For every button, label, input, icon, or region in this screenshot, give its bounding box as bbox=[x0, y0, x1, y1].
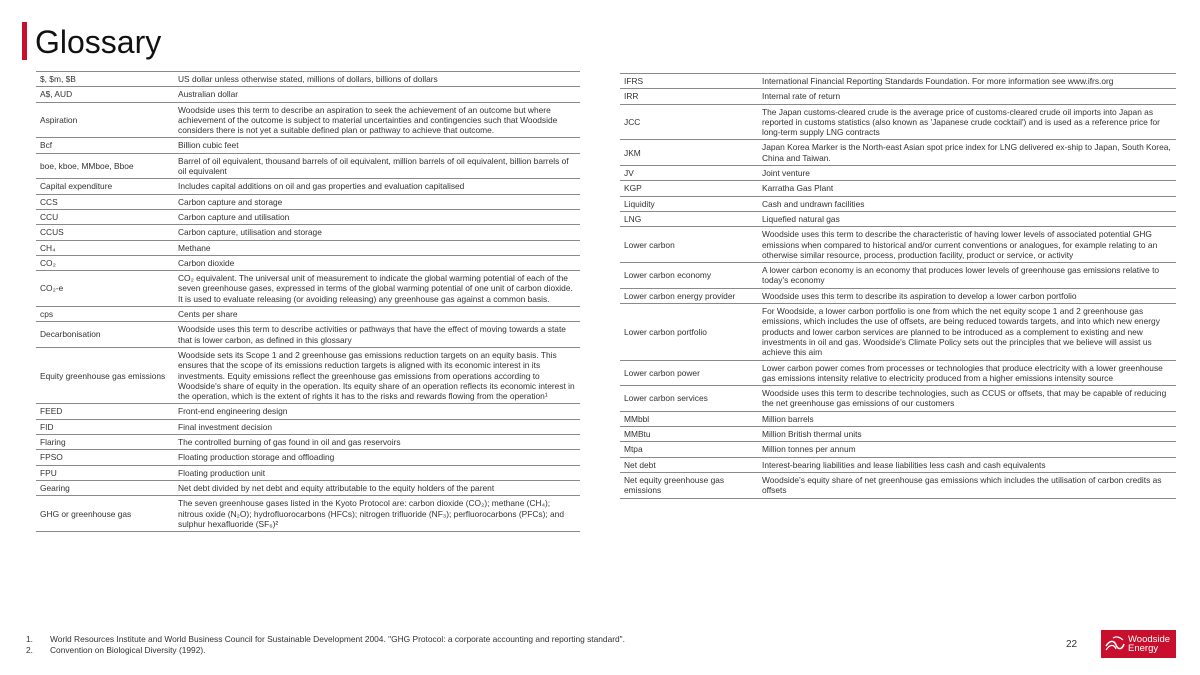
glossary-row bbox=[620, 89, 1176, 104]
glossary-row bbox=[36, 307, 580, 322]
glossary-row bbox=[620, 442, 1176, 457]
glossary-term: Lower carbon energy provider bbox=[620, 288, 758, 303]
glossary-term: Equity greenhouse gas emissions bbox=[36, 347, 174, 403]
glossary-row bbox=[620, 360, 1176, 386]
glossary-definition: Net debt divided by net debt and equity attributable to the equity holders of the parent bbox=[174, 480, 580, 495]
glossary-term: CCUS bbox=[36, 225, 174, 240]
woodside-energy-logo bbox=[1101, 630, 1176, 658]
glossary-row bbox=[36, 450, 580, 465]
glossary-definition: Carbon dioxide bbox=[174, 255, 580, 270]
glossary-definition: Million British thermal units bbox=[758, 427, 1176, 442]
glossary-definition: Million barrels bbox=[758, 411, 1176, 426]
glossary-row bbox=[36, 72, 580, 87]
footnote-text: World Resources Institute and World Business Council for Sustainable Development 2004. "GHG Protocol: a corporate accounting and reporting standard". bbox=[50, 634, 625, 644]
glossary-definition: Floating production unit bbox=[174, 465, 580, 480]
glossary-row bbox=[36, 102, 580, 138]
glossary-definition: Interest-bearing liabilities and lease liabilities less cash and cash equivalents bbox=[758, 457, 1176, 472]
glossary-definition: Liquefied natural gas bbox=[758, 211, 1176, 226]
glossary-term: JCC bbox=[620, 104, 758, 140]
glossary-term: Lower carbon economy bbox=[620, 263, 758, 289]
glossary-row bbox=[620, 196, 1176, 211]
glossary-row bbox=[620, 74, 1176, 89]
glossary-term: Aspiration bbox=[36, 102, 174, 138]
glossary-row bbox=[36, 179, 580, 194]
title-accent-bar bbox=[22, 22, 27, 60]
glossary-row bbox=[620, 181, 1176, 196]
glossary-term: Lower carbon portfolio bbox=[620, 304, 758, 360]
glossary-term: MMBtu bbox=[620, 427, 758, 442]
glossary-row bbox=[36, 138, 580, 153]
glossary-row bbox=[36, 404, 580, 419]
glossary-definition: Floating production storage and offloading bbox=[174, 450, 580, 465]
glossary-definition: The Japan customs-cleared crude is the average price of customs-cleared crude oil imports into Japan as reported in customs statistics (also known as 'Japanese crude cocktail') and is used as a reference price for long-term supply LNG contracts bbox=[758, 104, 1176, 140]
glossary-definition: Woodside uses this term to describe technologies, such as CCUS or offsets, that may be capable of reducing the net greenhouse gas emissions of our customers bbox=[758, 386, 1176, 412]
glossary-term: JKM bbox=[620, 140, 758, 166]
glossary-term: Gearing bbox=[36, 480, 174, 495]
glossary-definition: Carbon capture and utilisation bbox=[174, 209, 580, 224]
glossary-row bbox=[620, 211, 1176, 226]
glossary-definition: Joint venture bbox=[758, 166, 1176, 181]
glossary-term: Flaring bbox=[36, 435, 174, 450]
glossary-term: FID bbox=[36, 419, 174, 434]
glossary-definition: Australian dollar bbox=[174, 87, 580, 102]
glossary-row bbox=[620, 227, 1176, 263]
glossary-row bbox=[36, 480, 580, 495]
glossary-term: KGP bbox=[620, 181, 758, 196]
glossary-definition: Final investment decision bbox=[174, 419, 580, 434]
glossary-definition: Carbon capture, utilisation and storage bbox=[174, 225, 580, 240]
glossary-table-right bbox=[620, 73, 1176, 499]
glossary-term: JV bbox=[620, 166, 758, 181]
glossary-term: LNG bbox=[620, 211, 758, 226]
glossary-term: boe, kboe, MMboe, Bboe bbox=[36, 153, 174, 179]
glossary-term: FEED bbox=[36, 404, 174, 419]
glossary-term: FPU bbox=[36, 465, 174, 480]
glossary-definition: Japan Korea Marker is the North-east Asian spot price index for LNG delivered ex-ship to Japan, South Korea, China and Taiwan. bbox=[758, 140, 1176, 166]
footnote-number: 1. bbox=[26, 634, 33, 644]
glossary-row bbox=[36, 225, 580, 240]
woodside-logo-icon bbox=[1104, 633, 1126, 655]
logo-text bbox=[1128, 635, 1170, 654]
glossary-row bbox=[620, 472, 1176, 498]
glossary-row bbox=[620, 288, 1176, 303]
glossary-term: Lower carbon bbox=[620, 227, 758, 263]
glossary-term: CO₂ bbox=[36, 255, 174, 270]
glossary-row bbox=[36, 209, 580, 224]
glossary-table-left bbox=[36, 71, 580, 532]
glossary-definition: Woodside uses this term to describe an aspiration to seek the achievement of an outcome but where achievement of the outcome is subject to material uncertainties and contingencies such that Woodside considers there is not yet a suitable defined plan or pathway to achieve that outcome. bbox=[174, 102, 580, 138]
glossary-term: IRR bbox=[620, 89, 758, 104]
glossary-definition: Carbon capture and storage bbox=[174, 194, 580, 209]
glossary-definition: Barrel of oil equivalent, thousand barrels of oil equivalent, million barrels of oil equivalent, billion barrels of oil equivalent bbox=[174, 153, 580, 179]
glossary-definition: Woodside uses this term to describe the characteristic of having lower levels of associated potential GHG emissions when compared to historical and/or current conventions or analogues, for example relating to an otherwise similar resource, process, production facility, product or service, or activity bbox=[758, 227, 1176, 263]
glossary-definition: Karratha Gas Plant bbox=[758, 181, 1176, 196]
glossary-row bbox=[620, 411, 1176, 426]
glossary-term: CH₄ bbox=[36, 240, 174, 255]
glossary-row bbox=[620, 304, 1176, 360]
glossary-definition: International Financial Reporting Standards Foundation. For more information see www.ifrs.org bbox=[758, 74, 1176, 89]
glossary-definition: Woodside uses this term to describe activities or pathways that have the effect of moving towards a state that is lower carbon, as defined in this glossary bbox=[174, 322, 580, 348]
glossary-row bbox=[620, 386, 1176, 412]
glossary-term: Net equity greenhouse gas emissions bbox=[620, 472, 758, 498]
glossary-row bbox=[36, 271, 580, 307]
glossary-term: Lower carbon power bbox=[620, 360, 758, 386]
logo-text-line2: Energy bbox=[1128, 643, 1159, 654]
page-number: 22 bbox=[1066, 639, 1078, 650]
footnote bbox=[26, 645, 625, 656]
glossary-row bbox=[36, 347, 580, 403]
glossary-definition: Lower carbon power comes from processes or technologies that produce electricity with a lower greenhouse gas emissions intensity relative to electricity produced from a higher emissions intensity source bbox=[758, 360, 1176, 386]
glossary-definition: The controlled burning of gas found in oil and gas reservoirs bbox=[174, 435, 580, 450]
glossary-definition: Woodside uses this term to describe its aspiration to develop a lower carbon portfolio bbox=[758, 288, 1176, 303]
glossary-row bbox=[36, 322, 580, 348]
glossary-definition: Woodside sets its Scope 1 and 2 greenhouse gas emissions reduction targets on an equity basis. This ensures that the scope of its emissions reduction targets is aligned with its economic interest in its investments. Equity emissions reflect the greenhouse gas emissions from operations according to Woodside's share of equity in the operation. Its equity share of an operation reflects its economic interest in the operation, which is the extent of rights it has to the risks and rewards flowing from the operation¹ bbox=[174, 347, 580, 403]
glossary-definition: Million tonnes per annum bbox=[758, 442, 1176, 457]
glossary-definition: A lower carbon economy is an economy that produces lower levels of greenhouse gas emissions relative to today's economy bbox=[758, 263, 1176, 289]
glossary-row bbox=[36, 240, 580, 255]
page-title: Glossary bbox=[35, 24, 162, 60]
footnote-number: 2. bbox=[26, 645, 33, 655]
glossary-row bbox=[620, 457, 1176, 472]
glossary-definition: Woodside's equity share of net greenhouse gas emissions which includes the utilisation of carbon credits as offsets bbox=[758, 472, 1176, 498]
glossary-row bbox=[620, 140, 1176, 166]
glossary-definition: Methane bbox=[174, 240, 580, 255]
glossary-term: CCU bbox=[36, 209, 174, 224]
glossary-term: Capital expenditure bbox=[36, 179, 174, 194]
glossary-row bbox=[620, 104, 1176, 140]
footnotes bbox=[26, 634, 625, 656]
glossary-term: CO₂-e bbox=[36, 271, 174, 307]
glossary-definition: Billion cubic feet bbox=[174, 138, 580, 153]
glossary-term: FPSO bbox=[36, 450, 174, 465]
glossary-term: IFRS bbox=[620, 74, 758, 89]
glossary-definition: Cents per share bbox=[174, 307, 580, 322]
glossary-row bbox=[36, 153, 580, 179]
glossary-definition: For Woodside, a lower carbon portfolio is one from which the net equity scope 1 and 2 greenhouse gas emissions, which includes the use of offsets, are being reduced towards targets, and into which new energy products and lower carbon services are planned to be introduced as a complement to existing and new investments in oil and gas. Woodside's Climate Policy sets out the principles that we believe will assist us achieve this aim bbox=[758, 304, 1176, 360]
glossary-row bbox=[36, 435, 580, 450]
footnote bbox=[26, 634, 625, 645]
glossary-term: A$, AUD bbox=[36, 87, 174, 102]
glossary-row bbox=[36, 419, 580, 434]
glossary-row bbox=[36, 465, 580, 480]
glossary-definition: CO₂ equivalent. The universal unit of measurement to indicate the global warming potential of each of the seven greenhouse gases, expressed in terms of the global warming potential of one unit of carbon dioxide. It is used to evaluate releasing (or avoiding releasing) any greenhouse gas against a common basis. bbox=[174, 271, 580, 307]
glossary-definition: Internal rate of return bbox=[758, 89, 1176, 104]
glossary-row bbox=[620, 263, 1176, 289]
glossary-row bbox=[620, 427, 1176, 442]
glossary-term: Liquidity bbox=[620, 196, 758, 211]
glossary-row bbox=[36, 87, 580, 102]
glossary-definition: Front-end engineering design bbox=[174, 404, 580, 419]
glossary-definition: Cash and undrawn facilities bbox=[758, 196, 1176, 211]
glossary-definition: The seven greenhouse gases listed in the Kyoto Protocol are: carbon dioxide (CO₂); methane (CH₄); nitrous oxide (N₂O); hydrofluorocarbons (HFCs); nitrogen trifluoride (NF₃); perfluorocarbons (PFCs); and sulphur hexafluoride (SF₆)² bbox=[174, 496, 580, 532]
glossary-term: Lower carbon services bbox=[620, 386, 758, 412]
glossary-term: Net debt bbox=[620, 457, 758, 472]
glossary-term: CCS bbox=[36, 194, 174, 209]
glossary-term: MMbbl bbox=[620, 411, 758, 426]
glossary-definition: Includes capital additions on oil and gas properties and evaluation capitalised bbox=[174, 179, 580, 194]
glossary-term: Mtpa bbox=[620, 442, 758, 457]
glossary-row bbox=[36, 255, 580, 270]
glossary-row bbox=[36, 194, 580, 209]
glossary-definition: US dollar unless otherwise stated, millions of dollars, billions of dollars bbox=[174, 72, 580, 87]
glossary-term: GHG or greenhouse gas bbox=[36, 496, 174, 532]
glossary-term: Bcf bbox=[36, 138, 174, 153]
glossary-row bbox=[36, 496, 580, 532]
glossary-term: Decarbonisation bbox=[36, 322, 174, 348]
footnote-text: Convention on Biological Diversity (1992). bbox=[50, 645, 206, 655]
glossary-term: $, $m, $B bbox=[36, 72, 174, 87]
glossary-term: cps bbox=[36, 307, 174, 322]
logo-text-line1: Woodside bbox=[1128, 633, 1171, 645]
glossary-row bbox=[620, 166, 1176, 181]
